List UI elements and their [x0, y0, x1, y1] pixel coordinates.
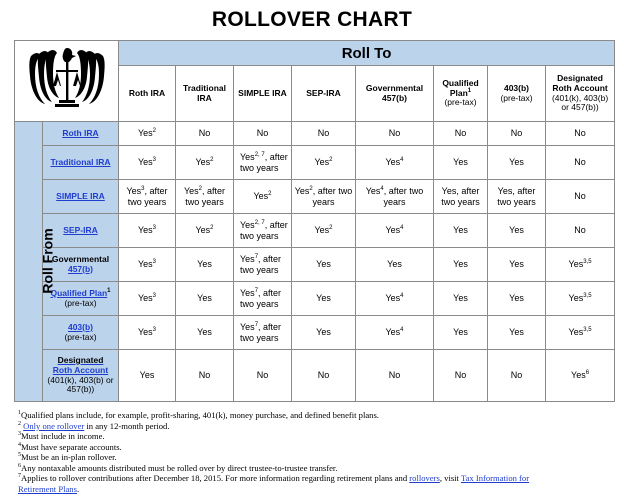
row-link-designated-roth-account[interactable]: Designated Roth Account	[52, 354, 109, 375]
table-cell: No	[292, 122, 356, 146]
tax-info-retirement-plans-link[interactable]: Tax Information for	[460, 473, 530, 484]
table-cell: Yes	[356, 248, 434, 282]
footnote-7-cont: Retirement Plans.	[18, 483, 80, 494]
table-cell: Yes$^{3,5}$	[546, 316, 615, 350]
table-cell: Yes	[488, 282, 546, 316]
row-link-roth-ira[interactable]: Roth IRA	[62, 127, 99, 138]
row-link-457-b[interactable]: 457(b)	[67, 263, 94, 274]
footnote-5: $^5$Must be an in-plan rollover.	[18, 452, 117, 463]
table-cell: Yes	[176, 248, 234, 282]
table-cell: Yes, after two years	[434, 180, 488, 214]
table-cell: Yes$^{2, 7}$, after two years	[234, 146, 292, 180]
column-header-qualified-plan: Qualified Plan$^1$ (pre-tax)	[434, 66, 488, 122]
irs-logo	[15, 41, 119, 122]
column-header-governmental-457-b	[356, 66, 434, 122]
footnote-3: $^3$Must include in income.	[18, 431, 105, 442]
table-cell: Yes$^7$, after two years	[234, 316, 292, 350]
roll-from-label: Roll From	[39, 227, 56, 294]
row-header-designated-roth-account	[43, 350, 119, 402]
table-cell: Yes	[488, 316, 546, 350]
table-cell: No	[546, 214, 615, 248]
table-cell: Yes$^4$, after two years	[356, 180, 434, 214]
table-row	[15, 180, 615, 214]
table-cell: No	[356, 350, 434, 402]
table-cell: Yes$^2$, after two years	[176, 180, 234, 214]
footnote-1: $^1$Qualified plans include, for example, profit-sharing, 401(k), money purchase, and defined benefit plans.	[18, 410, 379, 420]
table-cell: Yes$^4$	[356, 214, 434, 248]
table-row	[15, 282, 615, 316]
table-cell: Yes$^7$, after two years	[234, 248, 292, 282]
footnote-7: $^7$Applies to rollover contributions after December 18, 2015. For more information regarding retirement plans and rollovers, visit Tax Information for	[18, 473, 530, 484]
table-cell: No	[176, 350, 234, 402]
table-cell: Yes$^4$	[356, 316, 434, 350]
rollover-chart-table	[14, 40, 615, 402]
page-title: ROLLOVER CHART	[211, 8, 413, 31]
table-cell: Yes	[292, 282, 356, 316]
table-cell: Yes	[434, 282, 488, 316]
table-cell: Yes	[488, 248, 546, 282]
table-cell: Yes$^2$	[119, 122, 176, 146]
footnote-2: $^2$ Only one rollover in any 12-month period.	[18, 420, 170, 431]
table-cell: No	[546, 122, 615, 146]
row-link-403-b[interactable]: 403(b)	[67, 321, 94, 332]
row-link-simple-ira[interactable]: SIMPLE IRA	[56, 190, 105, 201]
footnote-6: $^6$Any nontaxable amounts distributed must be rolled over by direct trustee-to-trustee transfer.	[18, 462, 338, 473]
column-label: Traditional IRA	[183, 82, 226, 103]
column-sublabel: (401(k), 403(b) or 457(b))	[551, 92, 609, 113]
table-cell: Yes	[488, 146, 546, 180]
table-cell: Yes$^{3,5}$	[546, 248, 615, 282]
row-label-prefix: Governmental	[51, 253, 110, 264]
table-row	[15, 248, 615, 282]
table-cell: No	[234, 122, 292, 146]
column-header-traditional-ira	[176, 66, 234, 122]
table-row	[15, 350, 615, 402]
column-header-sep-ira	[292, 66, 356, 122]
table-cell: Yes	[488, 214, 546, 248]
column-label: Designated Roth Account	[552, 72, 608, 93]
row-sublabel: (401(k), 403(b) or 457(b))	[47, 374, 114, 395]
table-cell: No	[546, 146, 615, 180]
table-cell: No	[356, 122, 434, 146]
irs-eagle-icon	[25, 44, 109, 114]
row-header-traditional-ira	[43, 146, 119, 180]
table-row	[15, 316, 615, 350]
table-row	[15, 214, 615, 248]
table-cell: No	[488, 122, 546, 146]
row-header-403-b	[43, 316, 119, 350]
table-cell: Yes$^6$	[546, 350, 615, 402]
table-cell: No	[434, 122, 488, 146]
table-cell: Yes$^3$, after two years	[119, 180, 176, 214]
table-cell: Yes$^3$	[119, 214, 176, 248]
footnote-4: $^4$Must have separate accounts.	[18, 441, 122, 452]
rollovers-link[interactable]: rollovers	[409, 473, 440, 484]
table-cell: No	[176, 122, 234, 146]
only-one-rollover-link[interactable]: Only one rollover	[23, 420, 85, 431]
column-header-roth-ira	[119, 66, 176, 122]
table-cell: Yes$^2$, after two years	[292, 180, 356, 214]
row-header-qualified-plan: Qualified Plan$^1$ (pre-tax)	[43, 282, 119, 316]
row-link-traditional-ira[interactable]: Traditional IRA	[50, 156, 111, 167]
table-cell: Yes$^2$	[292, 214, 356, 248]
table-cell: Yes$^4$	[356, 282, 434, 316]
table-cell: Yes	[434, 146, 488, 180]
table-cell: Yes	[434, 248, 488, 282]
column-header-403-b	[488, 66, 546, 122]
table-cell: Yes, after two years	[488, 180, 546, 214]
table-cell: No	[234, 350, 292, 402]
table-cell: No	[488, 350, 546, 402]
column-label: 403(b)	[503, 82, 530, 93]
table-cell: Yes$^{2, 7}$, after two years	[234, 214, 292, 248]
footnotes	[18, 410, 618, 495]
column-label: Roth IRA	[128, 87, 166, 98]
table-cell: Yes$^3$	[119, 146, 176, 180]
roll-to-header: Roll To	[119, 41, 615, 66]
table-cell: Yes$^2$	[234, 180, 292, 214]
table-cell: Yes$^3$	[119, 316, 176, 350]
row-header-roth-ira	[43, 122, 119, 146]
column-label: Qualified Plan	[442, 77, 479, 98]
table-cell: Yes	[119, 350, 176, 402]
table-cell: No	[434, 350, 488, 402]
table-cell: Yes	[176, 282, 234, 316]
table-cell: Yes	[176, 316, 234, 350]
table-cell: Yes	[292, 316, 356, 350]
column-header-designated-roth-account	[546, 66, 615, 122]
table-cell: Yes$^4$	[356, 146, 434, 180]
column-sublabel: (pre-tax)	[500, 92, 533, 103]
table-cell: Yes$^3$	[119, 282, 176, 316]
table-cell: Yes$^7$, after two years	[234, 282, 292, 316]
table-row	[15, 146, 615, 180]
table-cell: Yes	[292, 248, 356, 282]
table-cell: Yes$^2$	[292, 146, 356, 180]
table-cell: Yes$^2$	[176, 214, 234, 248]
column-label: Governmental 457(b)	[365, 82, 424, 103]
table-cell: Yes$^3$	[119, 248, 176, 282]
table-row	[15, 122, 615, 146]
table-cell: Yes$^{3,5}$	[546, 282, 615, 316]
row-sublabel: (pre-tax)	[64, 331, 97, 342]
row-link-sep-ira[interactable]: SEP-IRA	[63, 224, 98, 235]
roll-from-header	[15, 122, 56, 402]
tax-info-retirement-plans-link-cont[interactable]: Retirement Plans	[18, 483, 77, 494]
column-header-simple-ira	[234, 66, 292, 122]
table-cell: Yes$^2$	[176, 146, 234, 180]
table-cell: Yes	[434, 316, 488, 350]
table-cell: No	[546, 180, 615, 214]
row-sublabel: (pre-tax)	[64, 297, 97, 308]
column-label: SIMPLE IRA	[238, 87, 287, 98]
column-sublabel: (pre-tax)	[444, 97, 477, 108]
column-label: SEP-IRA	[306, 87, 341, 98]
table-cell: Yes	[434, 214, 488, 248]
row-header-simple-ira	[43, 180, 119, 214]
table-cell: No	[292, 350, 356, 402]
row-link-qualified-plan[interactable]: Qualified Plan	[50, 287, 108, 298]
